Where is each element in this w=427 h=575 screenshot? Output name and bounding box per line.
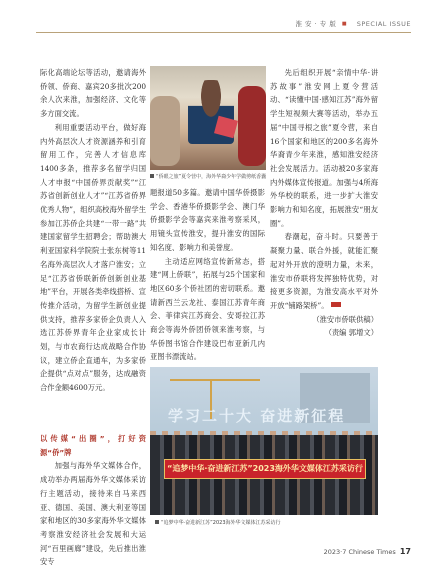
separator-icon: ■ — [341, 21, 348, 27]
page-footer — [324, 547, 411, 556]
end-mark-icon — [331, 302, 341, 307]
header-rule — [36, 32, 411, 33]
photo-caption: “侨眼之旅”夏令营中，海外华裔少年学做剪纸香囊 — [150, 173, 266, 180]
paragraph: 利用重要活动平台，做好海内外高层次人才资源涵养和引育留用工作，完善人才信息库1400多条，推荐多名留学归国人才申报“中国侨界贡献奖”“江苏省创新创业人才”“江苏省侨界优秀人物”，组织高校海外留学生参加江苏侨企共建“一带一路”共建国家留学生招聘会；帮助澳大利亚国家科学院院士张东树等11名海外高层次人才落户淮安；立足“江苏省侨联新侨创新创业基地”平台，开展各类牵线搭桥、宣传推介活动，为留学生新创业提供支持，推荐多家侨企负责人入选江苏侨界青年企业家成长计划，与市农商行达成战略合作协议，建立侨企直通车，为多家侨企提供“点对点”服务，达成融资合作金额4600万元。 — [40, 122, 146, 393]
source-credit: （淮安市侨联供稿） — [312, 314, 378, 324]
photo-group-media-tour — [150, 367, 378, 515]
red-banner-text: “追梦中华·奋进新江苏”2023海外华文媒体江苏采访行 — [167, 464, 363, 473]
section-subhead: 以传媒“出圈”，打好资源“侨”牌 — [40, 434, 146, 457]
paragraph: 际化高端论坛等活动，邀请海外侨领、侨商、嘉宾20多批次200余人次来淮，加强经济、文化等多方面交流。 — [40, 68, 146, 119]
paragraph: 主动适应网络宣传新常态，搭建“网上侨联”，拓展与25个国家和地区60多个侨社团的密切联系。邀请新西兰云龙社、泰国江苏青年商会、菲律宾江苏商会、安哥拉江苏商会等海外侨团侨领来淮考察，与华侨图书馆合作建设巴布亚新几内亚图书漂流站。 — [150, 256, 265, 362]
page-number: 17 — [399, 547, 411, 556]
column-1 — [40, 66, 146, 395]
running-header — [295, 19, 411, 28]
photo-figure — [238, 86, 266, 166]
header-section: 淮 安 · 专 版 — [295, 20, 337, 28]
red-banner — [164, 459, 366, 479]
paragraph: 题报道50多篇。邀请中国华侨摄影学会、香港华侨摄影学会、澳门华侨摄影学会等嘉宾来淮考察采风，用镜头宣传淮安，提升淮安的国际知名度、影响力和美誉度。 — [150, 188, 265, 252]
crane-shape — [170, 379, 260, 381]
caption-marker-icon — [150, 174, 154, 178]
paragraph: 加强与海外华文媒体合作，成功举办两届海外华文媒体采访行主题活动，接待来自马来西亚、德国、美国、澳大利亚等国家和地区的30多家海外华文媒体考察淮安经济社会发展和大运河“百里画廊”建设，先后推出淮安专 — [40, 461, 146, 567]
editor-credit: （责编 郭增文） — [324, 328, 378, 338]
photo-slogan: 学习二十大 奋进新征程 — [168, 407, 346, 425]
column-3 — [270, 66, 378, 340]
caption-marker-icon — [155, 520, 159, 524]
paragraph: 先后组织开展“亲情中华·讲苏故事”淮安网上夏令营活动、“读懂中国·感知江苏”海外留学生短视频大赛等活动，举办五届“中国寻根之旅”夏令营，来自16个国家和地区的200多名海外华裔青少年来淮，感知淮安经济社会发展活力。活动被20多家海内外媒体宣传报道。加强与4所海外华校的联系，进一步扩大淮安影响力和知名度，拓展淮安“朋友圈”。 — [270, 68, 378, 228]
photo-figure — [150, 96, 180, 166]
header-special: SPECIAL ISSUE — [356, 20, 411, 28]
paragraph: 春潮起，奋斗时。只要善于凝聚力量、联合外援，就能汇聚起对外开放的澄明力量，未来，淮安市侨联将发挥独特优势，对接更多资源，为淮安高水平对外开放“铺路架桥”。 — [270, 232, 378, 310]
footer-issue: 2023·7 Chinese Times — [323, 548, 396, 556]
column-1-lower — [40, 428, 146, 569]
photo-caption: “追梦中华·奋进新江苏”2023海外华文媒体江苏采访行 — [155, 519, 281, 526]
column-2 — [150, 186, 265, 364]
photo-summer-camp — [150, 66, 266, 170]
